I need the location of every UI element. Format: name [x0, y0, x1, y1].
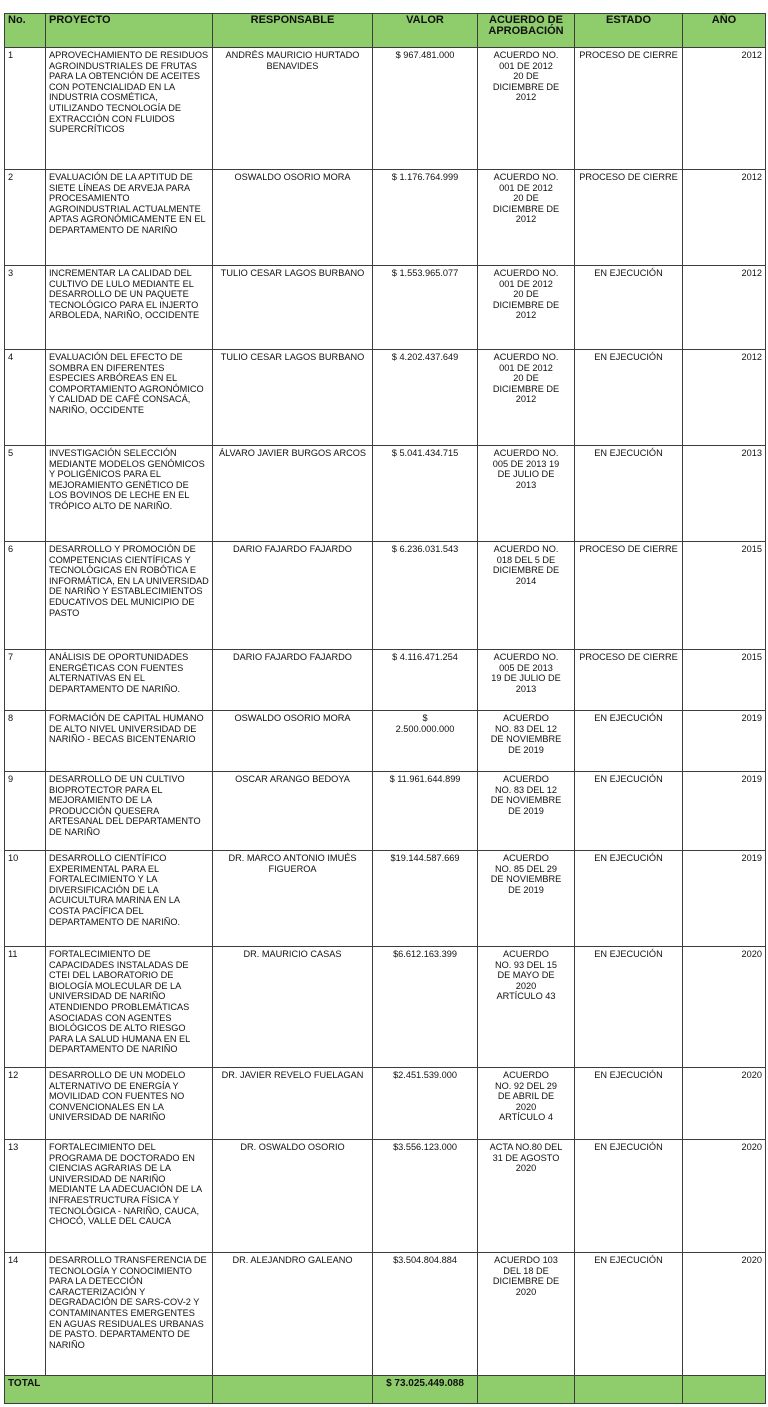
table-row: [5, 48, 766, 170]
header-no: No.: [5, 14, 46, 48]
cell-no: 4: [5, 350, 46, 446]
cell-proyecto: APROVECHAMIENTO DE RESIDUOS AGROINDUSTRIALES DE FRUTAS PARA LA OBTENCIÓN DE ACEITES CON POTENCIALIDAD EN LA INDUSTRIA COSMÉTICA, UTILIZANDO TECNOLOGÍA DE EXTRACCIÓN CON FLUIDOS SUPERCRÍTICOS: [46, 48, 213, 170]
header-anio: AÑO: [683, 14, 766, 48]
cell-proyecto: FORTALECIMIENTO DE CAPACIDADES INSTALADAS DE CTEI DEL LABORATORIO DE BIOLOGÍA MOLECULAR DE LA UNIVERSIDAD DE NARIÑO ATENDIENDO PROBLEMÁTICAS ASOCIADAS CON AGENTES BIOLÓGICOS DE ALTO RIESGO PARA LA SALUD HUMANA EN EL DEPARTAMENTO DE NARIÑO: [46, 947, 213, 1068]
cell-proyecto: DESARROLLO DE UN CULTIVO BIOPROTECTOR PARA EL MEJORAMIENTO DE LA PRODUCCIÓN QUESERA ARTESANAL DEL DEPARTAMENTO DE NARIÑO: [46, 772, 213, 851]
header-row: [5, 14, 766, 48]
cell-proyecto: DESARROLLO DE UN MODELO ALTERNATIVO DE ENERGÍA Y MOVILIDAD CON FUENTES NO CONVENCIONALES EN LA UNIVERSIDAD DE NARIÑO: [46, 1068, 213, 1140]
cell-responsable: ANDRÉS MAURICIO HURTADO BENAVIDES: [213, 48, 373, 170]
cell-proyecto: EVALUACIÓN DE LA APTITUD DE SIETE LÍNEAS DE ARVEJA PARA PROCESAMIENTO AGROINDUSTRIAL ACTUALMENTE APTAS AGRONÓMICAMENTE EN EL DEPARTAMENTO DE NARIÑO: [46, 170, 213, 266]
cell-acuerdo: ACTA NO.80 DEL 31 DE AGOSTO 2020: [478, 1140, 575, 1253]
cell-no: 7: [5, 650, 46, 711]
cell-responsable: DR. ALEJANDRO GALEANO: [213, 1253, 373, 1376]
cell-anio: 2015: [683, 542, 766, 650]
cell-proyecto: DESARROLLO CIENTÍFICO EXPERIMENTAL PARA EL FORTALECIMIENTO Y LA DIVERSIFICACIÓN DE LA ACUICULTURA MARINA EN LA COSTA PACÍFICA DEL DEPARTAMENTO DE NARIÑO.: [46, 851, 213, 947]
cell-anio: 2020: [683, 1140, 766, 1253]
cell-estado: EN EJECUCIÓN: [575, 446, 683, 542]
header-proyecto: PROYECTO: [46, 14, 213, 48]
cell-responsable: TULIO CESAR LAGOS BURBANO: [213, 350, 373, 446]
cell-acuerdo: ACUERDO NO. 005 DE 2013 19 DE JULIO DE 2013: [478, 446, 575, 542]
cell-anio: 2012: [683, 350, 766, 446]
cell-anio: 2015: [683, 650, 766, 711]
cell-acuerdo: ACUERDO NO. 92 DEL 29 DE ABRIL DE 2020 ARTÍCULO 4: [478, 1068, 575, 1140]
cell-estado: EN EJECUCIÓN: [575, 1253, 683, 1376]
cell-estado: PROCESO DE CIERRE: [575, 170, 683, 266]
cell-valor: $ 1.176.764.999: [373, 170, 478, 266]
cell-anio: 2012: [683, 170, 766, 266]
cell-estado: EN EJECUCIÓN: [575, 350, 683, 446]
cell-valor: $ 1.553.965.077: [373, 266, 478, 350]
cell-proyecto: INVESTIGACIÓN SELECCIÓN MEDIANTE MODELOS GENÓMICOS Y POLIGÉNICOS PARA EL MEJORAMIENTO GENÉTICO DE LOS BOVINOS DE LECHE EN EL TRÓPICO ALTO DE NARIÑO.: [46, 446, 213, 542]
cell-estado: EN EJECUCIÓN: [575, 851, 683, 947]
cell-valor: $ 6.236.031.543: [373, 542, 478, 650]
cell-acuerdo: ACUERDO NO. 005 DE 2013 19 DE JULIO DE 2013: [478, 650, 575, 711]
cell-estado: PROCESO DE CIERRE: [575, 542, 683, 650]
cell-anio: 2019: [683, 772, 766, 851]
table-row: [5, 350, 766, 446]
cell-responsable: DR. OSWALDO OSORIO: [213, 1140, 373, 1253]
cell-estado: EN EJECUCIÓN: [575, 772, 683, 851]
cell-proyecto: INCREMENTAR LA CALIDAD DEL CULTIVO DE LULO MEDIANTE EL DESARROLLO DE UN PAQUETE TECNOLÓGICO PARA EL INJERTO ARBOLEDA, NARIÑO, OCCIDENTE: [46, 266, 213, 350]
total-label: TOTAL: [5, 1376, 213, 1404]
cell-no: 3: [5, 266, 46, 350]
cell-anio: 2020: [683, 1068, 766, 1140]
cell-no: 10: [5, 851, 46, 947]
cell-responsable: OSCAR ARANGO BEDOYA: [213, 772, 373, 851]
cell-anio: 2019: [683, 851, 766, 947]
cell-anio: 2013: [683, 446, 766, 542]
cell-no: 5: [5, 446, 46, 542]
cell-estado: EN EJECUCIÓN: [575, 1068, 683, 1140]
cell-acuerdo: ACUERDO NO. 83 DEL 12 DE NOVIEMBRE DE 2019: [478, 772, 575, 851]
total-empty-cell: [213, 1376, 373, 1404]
cell-valor: $ 4.116.471.254: [373, 650, 478, 711]
cell-acuerdo: ACUERDO NO. 018 DEL 5 DE DICIEMBRE DE 2014: [478, 542, 575, 650]
cell-acuerdo: ACUERDO NO. 001 DE 2012 20 DE DICIEMBRE DE 2012: [478, 48, 575, 170]
cell-acuerdo: ACUERDO NO. 93 DEL 15 DE MAYO DE 2020 ARTÍCULO 43: [478, 947, 575, 1068]
cell-acuerdo: ACUERDO NO. 001 DE 2012 20 DE DICIEMBRE DE 2012: [478, 266, 575, 350]
cell-no: 1: [5, 48, 46, 170]
total-row: [5, 1376, 766, 1404]
cell-estado: EN EJECUCIÓN: [575, 711, 683, 772]
table-row: [5, 266, 766, 350]
cell-no: 13: [5, 1140, 46, 1253]
header-valor: VALOR: [373, 14, 478, 48]
cell-valor: $3.504.804.884: [373, 1253, 478, 1376]
table-row: [5, 1253, 766, 1376]
table-row: [5, 170, 766, 266]
cell-anio: 2012: [683, 48, 766, 170]
cell-proyecto: ANÁLISIS DE OPORTUNIDADES ENERGÉTICAS CON FUENTES ALTERNATIVAS EN EL DEPARTAMENTO DE NARIÑO.: [46, 650, 213, 711]
cell-proyecto: FORTALECIMIENTO DEL PROGRAMA DE DOCTORADO EN CIENCIAS AGRARIAS DE LA UNIVERSIDAD DE NARIÑO MEDIANTE LA ADECUACIÓN DE LA INFRAESTRUCTURA FÍSICA Y TECNOLÓGICA - NARIÑO, CAUCA, CHOCÓ, VALLE DEL CAUCA: [46, 1140, 213, 1253]
cell-acuerdo: ACUERDO NO. 85 DEL 29 DE NOVIEMBRE DE 2019: [478, 851, 575, 947]
cell-no: 12: [5, 1068, 46, 1140]
cell-no: 6: [5, 542, 46, 650]
cell-anio: 2019: [683, 711, 766, 772]
cell-valor: $3.556.123.000: [373, 1140, 478, 1253]
table-row: [5, 446, 766, 542]
projects-table: [4, 13, 766, 1404]
cell-proyecto: EVALUACIÓN DEL EFECTO DE SOMBRA EN DIFERENTES ESPECIES ARBÓREAS EN EL COMPORTAMIENTO AGRONÓMICO Y CALIDAD DE CAFÉ CONSACÁ, NARIÑO, OCCIDENTE: [46, 350, 213, 446]
cell-no: 11: [5, 947, 46, 1068]
table-row: [5, 1140, 766, 1253]
cell-estado: EN EJECUCIÓN: [575, 947, 683, 1068]
cell-responsable: TULIO CESAR LAGOS BURBANO: [213, 266, 373, 350]
cell-no: 14: [5, 1253, 46, 1376]
cell-anio: 2012: [683, 266, 766, 350]
cell-acuerdo: ACUERDO NO. 001 DE 2012 20 DE DICIEMBRE DE 2012: [478, 170, 575, 266]
cell-responsable: OSWALDO OSORIO MORA: [213, 711, 373, 772]
table-row: [5, 542, 766, 650]
header-responsable: RESPONSABLE: [213, 14, 373, 48]
cell-no: 8: [5, 711, 46, 772]
table-row: [5, 650, 766, 711]
cell-responsable: DARIO FAJARDO FAJARDO: [213, 542, 373, 650]
cell-responsable: DARIO FAJARDO FAJARDO: [213, 650, 373, 711]
cell-valor: $ 967.481.000: [373, 48, 478, 170]
cell-acuerdo: ACUERDO NO. 001 DE 2012 20 DE DICIEMBRE DE 2012: [478, 350, 575, 446]
cell-acuerdo: ACUERDO NO. 83 DEL 12 DE NOVIEMBRE DE 2019: [478, 711, 575, 772]
total-empty-cell: [683, 1376, 766, 1404]
cell-proyecto: DESARROLLO TRANSFERENCIA DE TECNOLOGÍA Y CONOCIMIENTO PARA LA DETECCIÓN CARACTERIZACIÓN Y DEGRADACIÓN DE SARS-COV-2 Y CONTAMINANTES EMERGENTES EN AGUAS RESIDUALES URBANAS DE PASTO. DEPARTAMENTO DE NARIÑO: [46, 1253, 213, 1376]
cell-responsable: ÁLVARO JAVIER BURGOS ARCOS: [213, 446, 373, 542]
cell-anio: 2020: [683, 947, 766, 1068]
cell-responsable: OSWALDO OSORIO MORA: [213, 170, 373, 266]
total-empty-cell: [575, 1376, 683, 1404]
cell-valor: $2.451.539.000: [373, 1068, 478, 1140]
cell-valor: $ 4.202.437.649: [373, 350, 478, 446]
cell-no: 2: [5, 170, 46, 266]
header-estado: ESTADO: [575, 14, 683, 48]
cell-no: 9: [5, 772, 46, 851]
cell-valor: $19.144.587.669: [373, 851, 478, 947]
cell-acuerdo: ACUERDO 103 DEL 18 DE DICIEMBRE DE 2020: [478, 1253, 575, 1376]
cell-responsable: DR. MARCO ANTONIO IMUÉS FIGUEROA: [213, 851, 373, 947]
table-row: [5, 851, 766, 947]
cell-responsable: DR. MAURICIO CASAS: [213, 947, 373, 1068]
header-acuerdo: ACUERDO DE APROBACIÓN: [478, 14, 575, 48]
projects-table-wrapper: [4, 13, 766, 1404]
table-row: [5, 711, 766, 772]
table-row: [5, 1068, 766, 1140]
total-valor: $ 73.025.449.088: [373, 1376, 478, 1404]
cell-estado: PROCESO DE CIERRE: [575, 48, 683, 170]
cell-responsable: DR. JAVIER REVELO FUELAGAN: [213, 1068, 373, 1140]
cell-estado: PROCESO DE CIERRE: [575, 650, 683, 711]
cell-estado: EN EJECUCIÓN: [575, 1140, 683, 1253]
table-row: [5, 772, 766, 851]
cell-estado: EN EJECUCIÓN: [575, 266, 683, 350]
table-row: [5, 947, 766, 1068]
cell-proyecto: FORMACIÓN DE CAPITAL HUMANO DE ALTO NIVEL UNIVERSIDAD DE NARIÑO - BECAS BICENTENARIO: [46, 711, 213, 772]
cell-anio: 2020: [683, 1253, 766, 1376]
total-empty-cell: [478, 1376, 575, 1404]
cell-valor: $ 11.961.644.899: [373, 772, 478, 851]
cell-valor: $ 2.500.000.000: [373, 711, 478, 772]
cell-valor: $6.612.163.399: [373, 947, 478, 1068]
cell-proyecto: DESARROLLO Y PROMOCIÓN DE COMPETENCIAS CIENTÍFICAS Y TECNOLÓGICAS EN ROBÓTICA E INFORMÁTICA, EN LA UNIVERSIDAD DE NARIÑO Y ESTABLECIMIENTOS EDUCATIVOS DEL MUNICIPIO DE PASTO: [46, 542, 213, 650]
cell-valor: $ 5.041.434.715: [373, 446, 478, 542]
